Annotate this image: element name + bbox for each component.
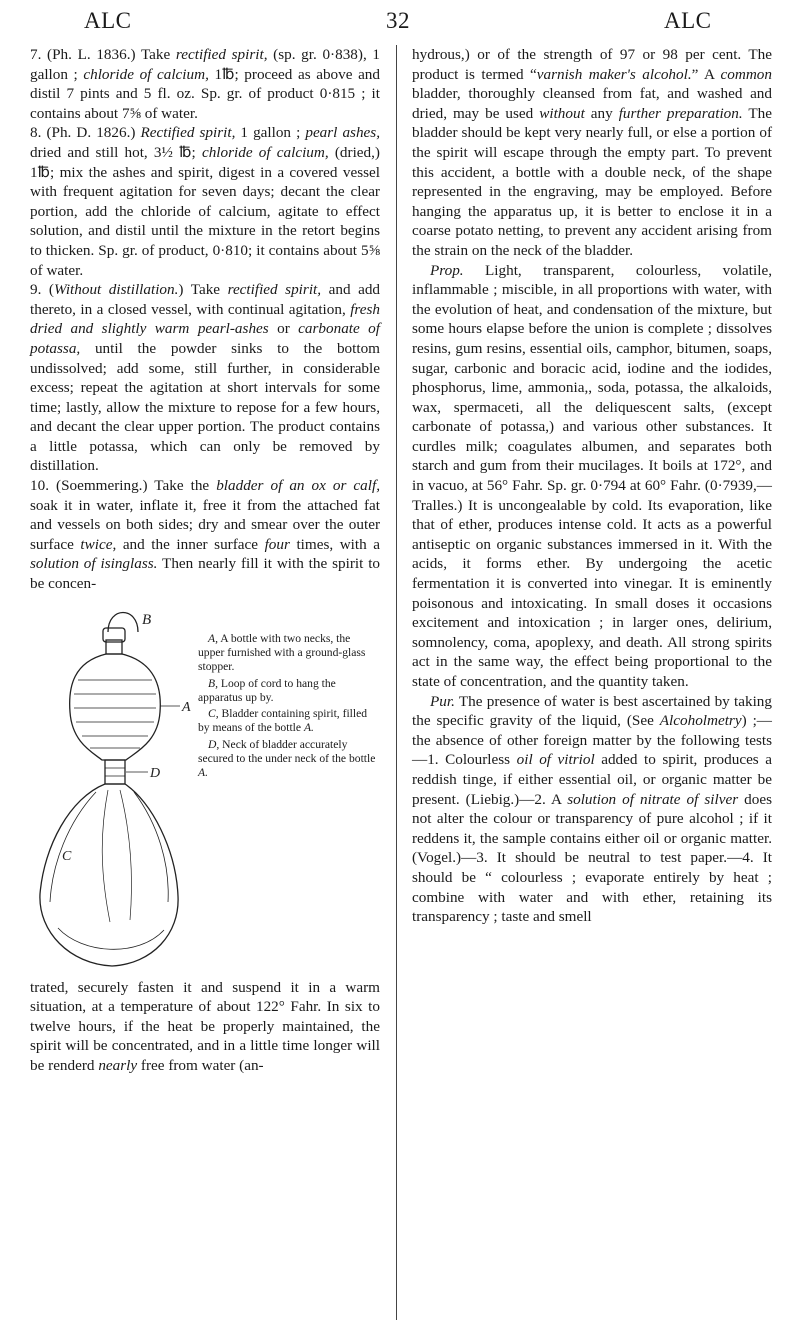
caption-d: D, Neck of bladder accurately secured to the under neck of the bottle A. [198,737,376,780]
label-a: A [182,699,191,715]
bottle-body-shape [70,654,161,760]
cord-loop-shape [108,612,138,632]
header-left-word: ALC [84,8,132,33]
label-c: C [62,848,72,864]
paragraph-9: 9. (Without distillation.) Take rectified spirit, and add thereto, in a closed vessel, with continual agitation, fresh dried and slightly warm pearl-ashes or carbonate of potassa, until the powder sinks to the bottom undissolved; add some, still further, in considerable excess; repeat the agitation at short intervals for some time; lastly, allow the mixture to repose for a few hours, and decant the clear upper portion. The product contains a little potassa, which can only be removed by distillation. [30,281,381,475]
right-column [412,45,772,927]
paragraph-10-continued: trated, securely fasten it and suspend it in a warm situation, at a temperature of about 122° Fahr. In six to twelve hours, if the heat be properly maintained, the spirit will be concentrated, and in a little time longer will be renderd nearly free from water (an- [30,978,380,1074]
column-divider [396,45,397,1320]
paragraph-10: 10. (Soemmering.) Take the bladder of an ox or calf, soak it in water, inflate it, free it from the attached fat and vessels on both sides; dry and smear over the outer surface twice, and the inner surface four times, with a solution of isinglass. Then nearly fill it with the spirit to be concen- [30,477,381,593]
caption-c: C, Bladder containing spirit, filled by means of the bottle A. [198,707,368,735]
paragraph-8: 8. (Ph. D. 1826.) Rectified spirit, 1 gallon ; pearl ashes, dried and still hot, 3½ ℔; chloride of calcium, (dried,) 1℔; mix the ashes and spirit, digest in a covered vessel with frequent agitation for seven days; decant the clear portion, add the chloride of calcium, agitate to effect solution, and distil until the mixture in the retort begins to thicken. Sp. gr. of product, 0·810; it contains about 5⅝ of water. [30,124,380,279]
caption-b: B, Loop of cord to hang the apparatus up by. [198,676,336,704]
bladder-apparatus-figure [30,602,380,972]
header-right-word: ALC [664,8,712,33]
lower-neck-shape [105,760,125,784]
bladder-shape [40,784,178,966]
label-d: D [150,765,161,781]
paragraph-7: 7. (Ph. L. 1836.) Take rectified spirit, (sp. gr. 0·838), 1 gallon ; chloride of calcium, 1℔; proceed as above and distil 7 pints and 5 fl. oz. Sp. gr. of product 0·815 ; it contains about 7⅝ of water. [30,46,380,122]
paragraph-continuation: hydrous,) or of the strength of 97 or 98 per cent. The product is termed “varnish maker's alcohol.” A common bladder, thoroughly cleansed from fat, and washed and dried, may be used without any further preparation. The bladder should be kept very nearly full, or else a portion of the spirit will escape through the empty part. To prevent this accident, a bottle with a double neck, of the shape represented in the engraving, may be employed. Before hanging the apparatus up, it is better to enclose it in a coarse potato netting, to prevent any accident arising from the strain on the neck of the bladder. [412,46,772,259]
page-number: 32 [386,8,410,33]
paragraph-purity: Pur. The presence of water is best ascertained by taking the specific gravity of the liquid, (See Alcoholmetry) ;—the absence of other foreign matter by the following tests—1. Colourless oil of vitriol added to spirit, produces a reddish tinge, if either essential oil, or organic matter be present. (Liebig.)—2. A solution of nitrate of silver does not alter the colour or transparency of pure alcohol ; if it reddens it, the sample contains either oil or organic matter. (Vogel.)—3. It should be neutral to test paper.—4. It should be “ colourless ; evaporate entirely by heat ; combine with water and with ether, retaining its transparency ; taste and smell [412,692,772,926]
label-b: B [142,611,152,628]
running-header [24,8,776,38]
paragraph-properties: Prop. Light, transparent, colourless, volatile, inflammable ; miscible, in all proportions with water, with the evolution of heat, and condensation of the mixture, but some hours elapse before the union is complete ; dissolves resins, gum resins, essential oils, camphor, bitumen, soaps, sugar, carbonic and boracic acid, iodine and the iodides, phosphorus, lime, ammonia,, soda, potassa, the alkaloids, wax, spermaceti, all the deliquescent salts, (except carbonate of potassa,) and various other substances. It curdles milk; coagulates albumen, and separates both starch and gum from their mucilages. It boils at 172°, and in vacuo, at 56° Fahr. Sp. gr. 0·794 at 60° Fahr. (0·7939,—Tralles.) It is uncongealable by cold. Its evaporation, like that of ether, produces intense cold. It acts as a powerful antiseptic on organic substances immersed in it. With the acids, it forms ether. By undergoing the acetic fermentation it is converted into vinegar. It is eminently poisonous and intoxicating. In small doses it occasions excitement and intoxication ; in larger ones, delirium, somnolency, coma, apoplexy, and death. All strong spirits act in the same way, the effect being proportional to the state of concentration, and the quantity taken. [412,261,772,690]
left-column [30,45,380,1076]
figure-caption [198,632,376,783]
caption-a: A, A bottle with two necks, the upper furnished with a ground-glass stopper. [198,631,366,674]
